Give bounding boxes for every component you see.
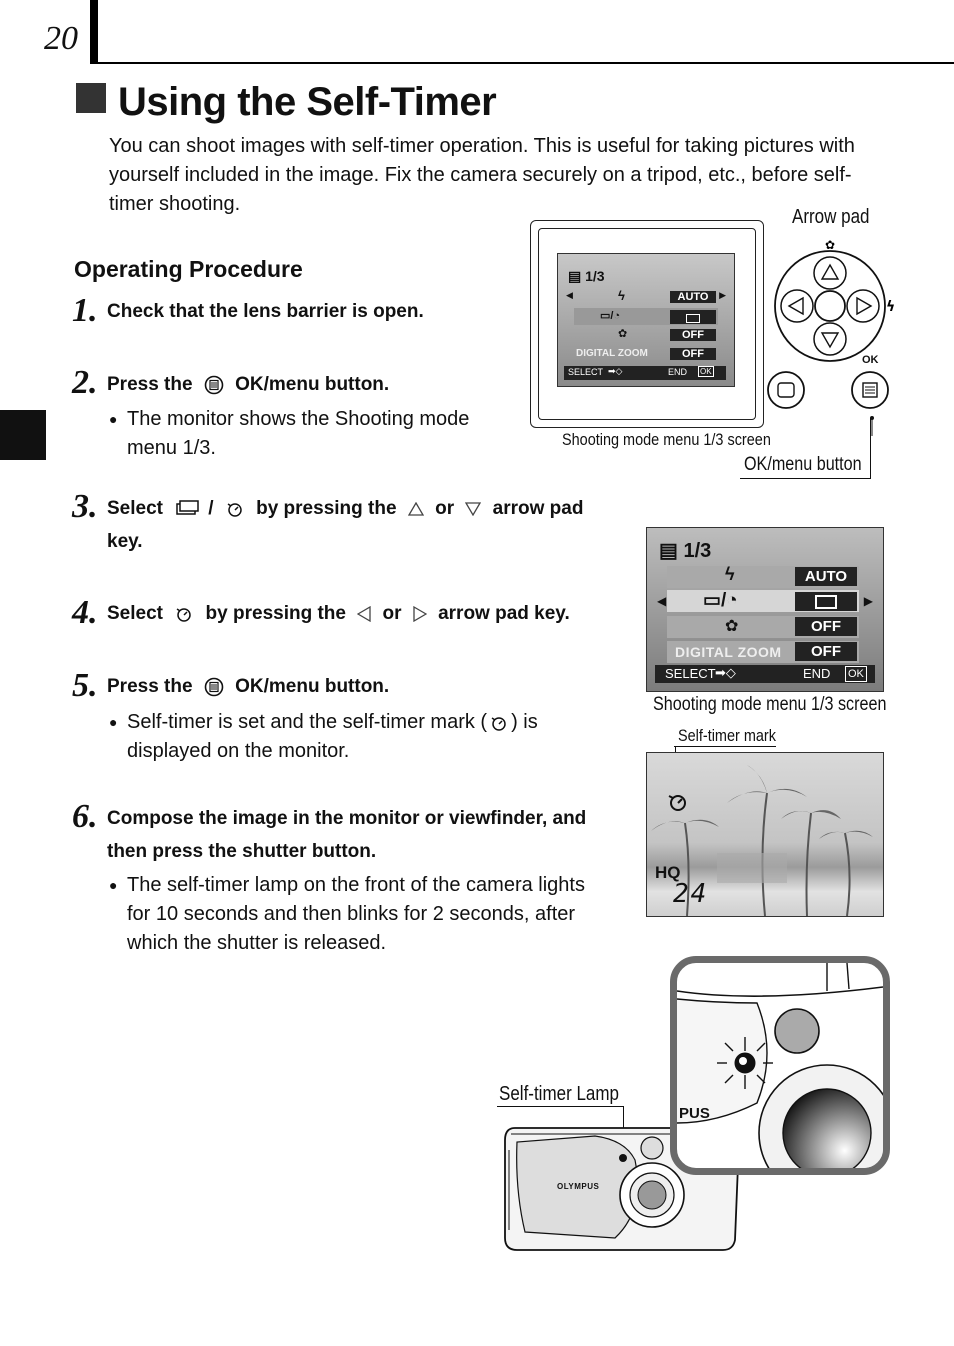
flash-icon: ϟ <box>618 288 625 303</box>
step-2-note: ● The monitor shows the Shooting mode menu 1/3. <box>127 405 507 463</box>
monitor-frame <box>530 220 764 428</box>
drive-value <box>670 310 716 324</box>
arrow-pad[interactable] <box>765 236 905 436</box>
flash-icon: ϟ <box>725 564 735 584</box>
digital-zoom-value: OFF <box>795 642 857 661</box>
digital-zoom-value: OFF <box>670 348 716 360</box>
right-arrow-icon: ▶ <box>863 594 873 608</box>
intro-paragraph: You can shoot images with self-timer operation. This is useful for taking pictures with yourself included in the image. Fix the camera securely on a tripod, etc., before self-timer shooting. <box>109 135 855 215</box>
flash-value: AUTO <box>670 291 716 303</box>
self-timer-icon <box>225 501 245 517</box>
flash-value: AUTO <box>795 567 857 586</box>
digital-zoom-label: DIGITAL ZOOM <box>675 644 782 660</box>
step-text: OK/menu button. <box>235 374 390 395</box>
right-arrow-icon <box>413 606 427 622</box>
left-arrow-icon: ◀ <box>657 594 667 608</box>
step-6: 6. Compose the image in the monitor or viewfinder, and then press the shutter button. <box>72 798 587 862</box>
header-bar <box>90 0 98 64</box>
drive-value <box>795 592 857 611</box>
header-rule <box>98 62 954 64</box>
left-arrow-icon <box>357 606 371 622</box>
svg-text:ϟ: ϟ <box>886 299 896 315</box>
ok-menu-button-label: OK/menu button <box>744 454 862 475</box>
ok-label: OK <box>862 354 879 366</box>
bullet-icon: ● <box>109 877 118 893</box>
menu-icon: ▤ <box>659 540 678 562</box>
menu-footer: SELECT ➡◇ END OK <box>655 665 875 683</box>
self-timer-icon <box>489 715 509 731</box>
up-arrow-icon <box>408 502 424 516</box>
page-title: Using the Self-Timer <box>76 80 496 125</box>
digital-zoom-label: DIGITAL ZOOM <box>576 348 648 359</box>
macro-icon: ✿ <box>725 618 739 635</box>
large-menu-screen: ▤ 1/3 ϟ AUTO ◀ ▶ ▭/◔ ✿ OFF DIGITAL ZOOM OFF SELECT ➡◇ END OK <box>646 527 884 692</box>
brand-logo-partial: PUS <box>679 1105 710 1122</box>
step-text: Check that the lens barrier is open. <box>107 301 424 322</box>
small-menu-screen: ▤ 1/3 ◀ ▶ ϟ AUTO ▭/◔ ✿ OFF DIGITAL ZOOM OFF SELECT ➡◇ END OK <box>557 253 735 387</box>
square-icon <box>76 83 106 113</box>
self-timer-lamp-label: Self-timer Lamp <box>499 1083 619 1105</box>
step-number: 2. <box>72 364 98 401</box>
step-3: 3. Select / by pressing the or arrow pad key. <box>72 488 584 552</box>
step-6-note: ● The self-timer lamp on the front of the camera lights for 10 seconds and then blinks for 2 seconds, after which the shutter is released. <box>127 871 602 958</box>
step-number: 4. <box>72 594 98 631</box>
lamp-zoom-inset <box>670 956 890 1175</box>
bullet-icon: ● <box>109 411 118 427</box>
macro-value: OFF <box>670 329 716 341</box>
step-text: Press the <box>107 374 193 395</box>
step-2 <box>72 364 390 402</box>
arrow-pad-label: Arrow pad <box>792 206 870 228</box>
self-timer-icon <box>665 791 691 813</box>
macro-icon: ✿ <box>618 328 628 340</box>
screen2-caption: Shooting mode menu 1/3 screen <box>653 694 887 715</box>
side-tab <box>0 410 46 460</box>
frames-remaining: 24 <box>673 879 709 909</box>
step-1 <box>72 292 424 330</box>
monitor-preview <box>646 752 884 917</box>
step-number: 6. <box>72 798 98 835</box>
menu-footer: SELECT ➡◇ END OK <box>564 366 726 380</box>
step-4: 4. Select by pressing the or arrow pad key. <box>72 594 570 631</box>
continuous-shooting-icon <box>174 500 202 518</box>
self-timer-mark-label: Self-timer mark <box>678 726 776 745</box>
procedure-heading: Operating Procedure <box>74 256 303 282</box>
quality-mode: HQ <box>655 863 681 882</box>
brand-logo: OLYMPUS <box>557 1182 600 1191</box>
down-arrow-icon <box>465 502 481 516</box>
left-arrow-icon: ◀ <box>566 290 573 300</box>
arrow-right-icon: ➡◇ <box>608 366 623 376</box>
svg-text:✿: ✿ <box>825 238 836 252</box>
menu-icon: ▤ <box>568 268 582 284</box>
drive-icon: ▭/◔ <box>600 310 621 322</box>
page-number: 20 <box>44 20 78 57</box>
menu-button-icon <box>204 677 224 697</box>
step-number: 3. <box>72 488 98 525</box>
step-number: 1. <box>72 292 98 329</box>
macro-value: OFF <box>795 617 857 636</box>
menu-button-icon <box>204 375 224 395</box>
camera-closeup-illustration <box>677 963 883 1168</box>
step-5: 5. Press the OK/menu button. <box>72 667 390 704</box>
bullet-icon: ● <box>109 714 118 730</box>
step-5-note: ● Self-timer is set and the self-timer mark ( ) is displayed on the monitor. <box>127 708 597 766</box>
drive-icon: ▭/◔ <box>703 590 738 611</box>
self-timer-icon <box>174 606 194 622</box>
right-arrow-icon: ▶ <box>719 290 726 300</box>
arrow-right-icon: ➡◇ <box>715 665 736 680</box>
screen1-caption: Shooting mode menu 1/3 screen <box>562 430 771 449</box>
step-number: 5. <box>72 667 98 704</box>
